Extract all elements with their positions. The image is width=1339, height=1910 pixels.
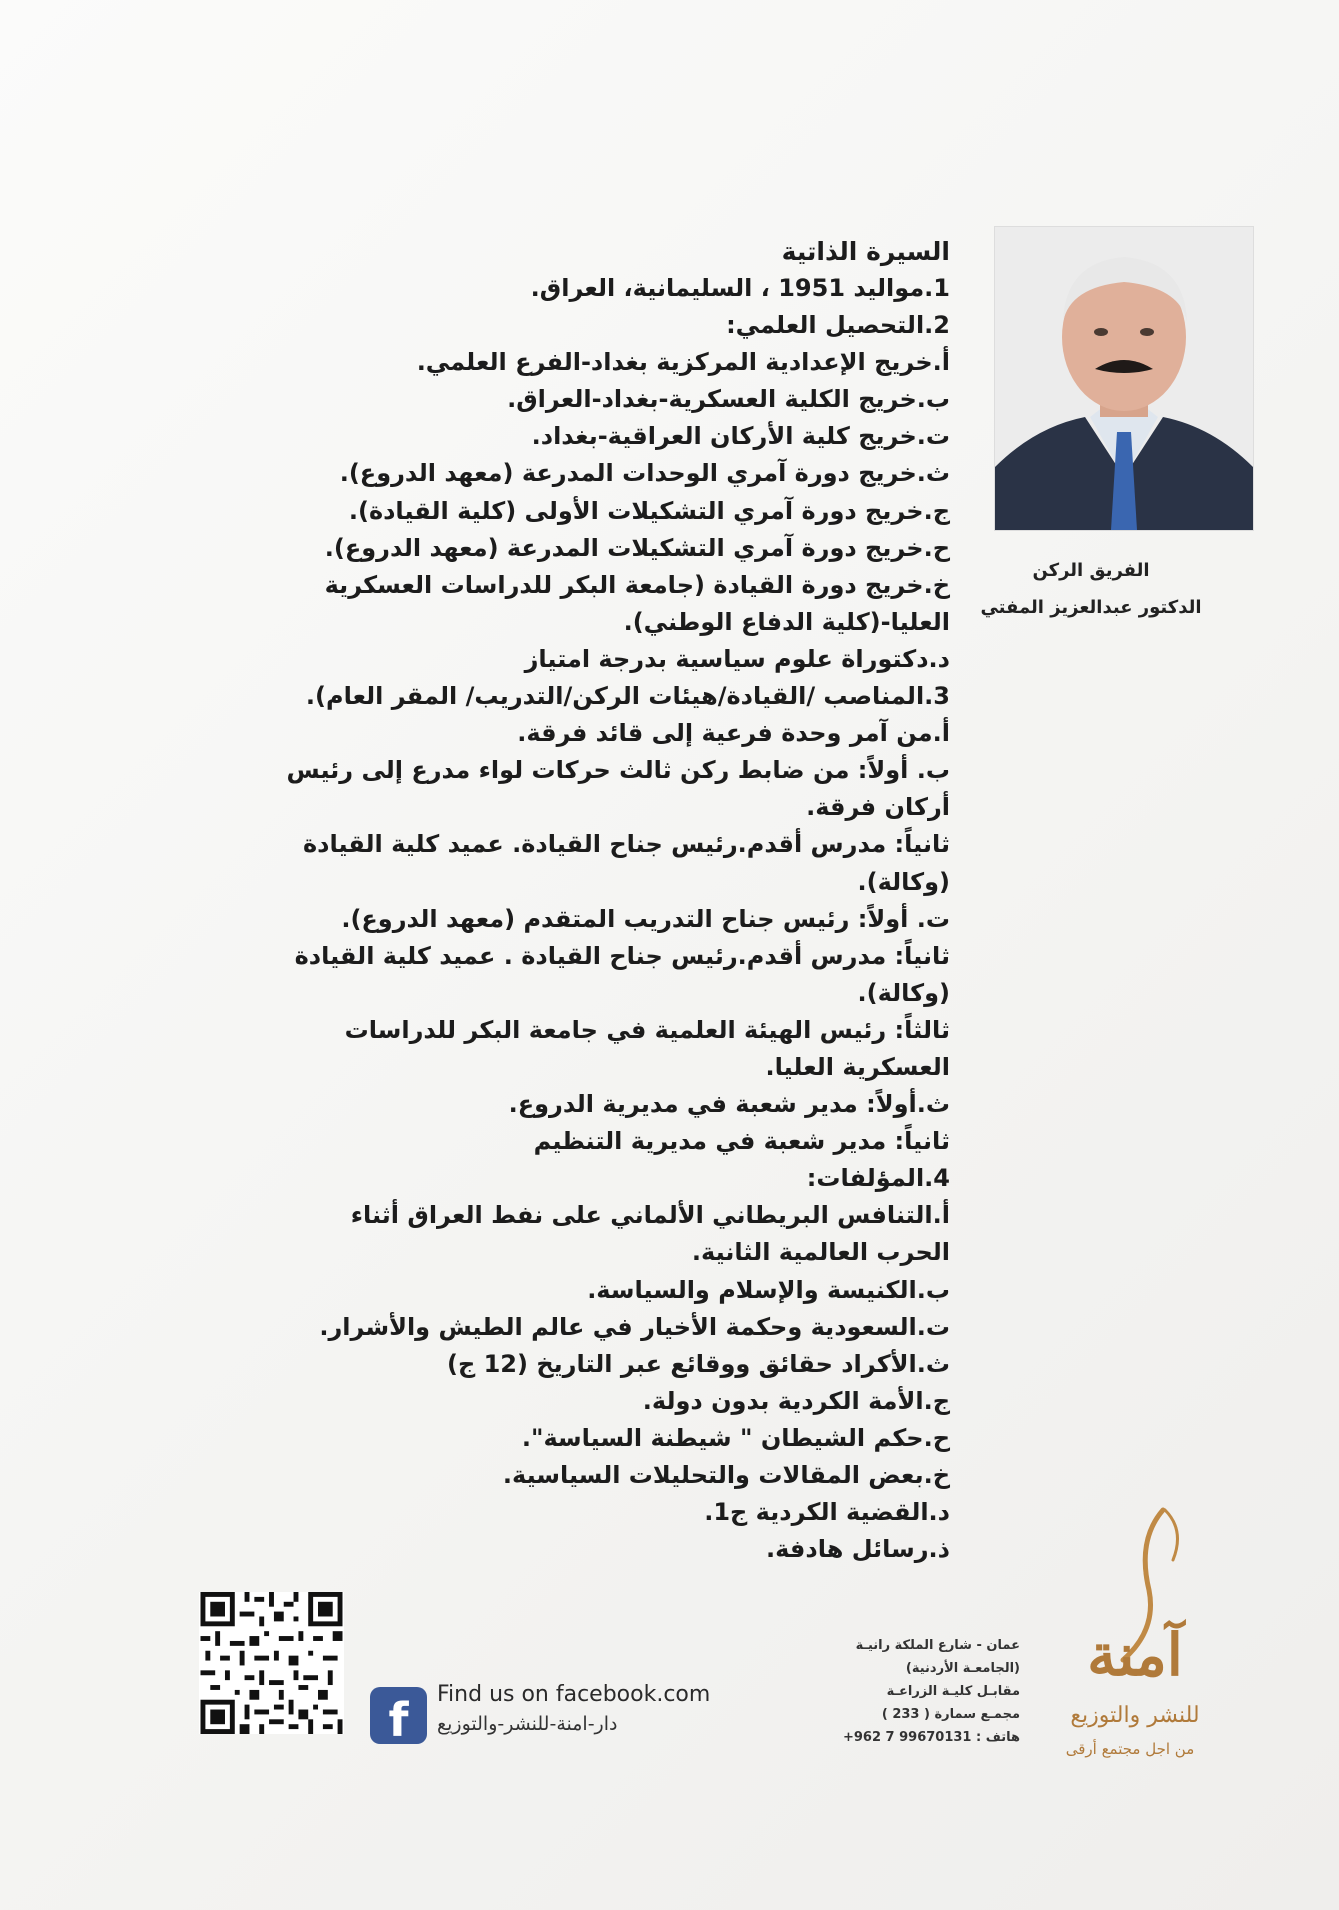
facebook-link[interactable]: [437, 1680, 737, 1738]
publisher-address: [760, 1634, 1020, 1749]
publisher-logo-subtitle: للنشر والتوزيع: [1070, 1703, 1200, 1728]
bio-line: ثالثاً: رئيس الهيئة العلمية في جامعة البكر للدراسات: [344, 1015, 950, 1044]
bio-line: ث.الأكراد حقائق ووقائع عبر التاريخ (12 ج): [446, 1349, 950, 1378]
facebook-icon[interactable]: f: [370, 1687, 427, 1744]
bio-line: العسكرية العليا.: [765, 1052, 950, 1081]
bio-line: ث.خريج دورة آمري الوحدات المدرعة (معهد الدروع).: [339, 459, 950, 488]
address-line: مجمـع سمارة ( 233 ): [881, 1707, 1020, 1722]
bio-line: 3.المناصب /القيادة/هيئات الركن/التدريب/ المقر العام).: [305, 682, 950, 711]
bio-line: ج.خريج دورة آمري التشكيلات الأولى (كلية القيادة).: [348, 496, 950, 525]
address-line: (الجامعـة الأردنية): [905, 1661, 1020, 1676]
bio-line: أ.التنافس البريطاني الألماني على نفط العراق أثناء: [350, 1201, 950, 1230]
bio-line: أركان فرقة.: [806, 793, 950, 822]
bio-line: ث.أولاً: مدير شعبة في مديرية الدروع.: [508, 1090, 950, 1119]
publisher-logo-name: آمنة: [1087, 1621, 1183, 1689]
bio-line: أ.من آمر وحدة فرعية إلى قائد فرقة.: [517, 719, 950, 748]
bio-line: 2.التحصيل العلمي:: [726, 311, 950, 340]
bio-line: ذ.رسائل هادفة.: [765, 1535, 950, 1564]
bio-line: ثانياً: مدرس أقدم.رئيس جناح القيادة . عميد كلية القيادة: [294, 941, 950, 970]
bio-line: خ.بعض المقالات والتحليلات السياسية.: [502, 1461, 950, 1489]
author-portrait-illustration: [995, 227, 1253, 530]
bio-line: الحرب العالمية الثانية.: [691, 1238, 950, 1267]
bio-line: أ.خريج الإعدادية المركزية بغداد-الفرع العلمي.: [416, 348, 950, 377]
bio-line: ب.خريج الكلية العسكرية-بغداد-العراق.: [507, 385, 950, 414]
publisher-logo: [1045, 1500, 1215, 1765]
bio-line: ب.الكنيسة والإسلام والسياسة.: [587, 1275, 950, 1304]
bio-line: د.دكتوراة علوم سياسية بدرجة امتياز: [524, 644, 950, 673]
author-rank: الفريق الركن: [1032, 560, 1150, 581]
bio-line: العليا-(كلية الدفاع الوطني).: [623, 607, 950, 636]
bio-line: خ.خريج دورة القيادة (جامعة البكر للدراسات العسكرية: [324, 570, 950, 599]
address-line: مقابـل كليـة الزراعـة: [886, 1684, 1020, 1699]
author-caption: [941, 552, 1241, 626]
bio-line: (وكالة).: [857, 867, 950, 896]
facebook-page-name: دار-امنة-للنشر-والتوزيع: [437, 1713, 618, 1735]
biography-section: [286, 233, 950, 1568]
bio-line: ت.خريج كلية الأركان العراقية-بغداد.: [531, 422, 950, 451]
address-phone: هاتف : 99670131 7 962+: [842, 1730, 1020, 1745]
bio-line: 4.المؤلفات:: [806, 1164, 950, 1193]
bio-line: ح.خريج دورة آمري التشكيلات المدرعة (معهد الدروع).: [324, 533, 950, 562]
bio-line: ح.حكم الشيطان " شيطنة السياسة".: [521, 1423, 950, 1452]
qr-code[interactable]: [199, 1592, 344, 1734]
bio-line: ثانياً: مدير شعبة في مديرية التنظيم: [533, 1127, 950, 1156]
bio-line: د.القضية الكردية ج1.: [704, 1498, 950, 1527]
facebook-url-text: Find us on facebook.com: [437, 1682, 711, 1707]
bio-line: ثانياً: مدرس أقدم.رئيس جناح القيادة. عميد كلية القيادة: [302, 830, 950, 859]
bio-line: 1.مواليد 1951 ، السليمانية، العراق.: [530, 274, 950, 302]
bio-line: ت. أولاً: رئيس جناح التدريب المتقدم (معهد الدروع).: [341, 904, 950, 933]
bio-line: ت.السعودية وحكمة الأخيار في عالم الطيش والأشرار.: [319, 1312, 950, 1341]
bio-line: (وكالة).: [857, 978, 950, 1007]
author-photo: [994, 226, 1254, 531]
author-name: الدكتور عبدالعزيز المفتي: [980, 597, 1202, 618]
bio-line: ج.الأمة الكردية بدون دولة.: [642, 1386, 950, 1415]
address-line: عمان - شارع الملكة رانيـة: [855, 1638, 1020, 1653]
publisher-tagline: من اجل مجتمع أرقى: [1065, 1740, 1195, 1758]
biography-title: السيرة الذاتية: [781, 237, 950, 266]
bio-line: ب. أولاً: من ضابط ركن ثالث حركات لواء مدرع إلى رئيس: [286, 756, 950, 785]
